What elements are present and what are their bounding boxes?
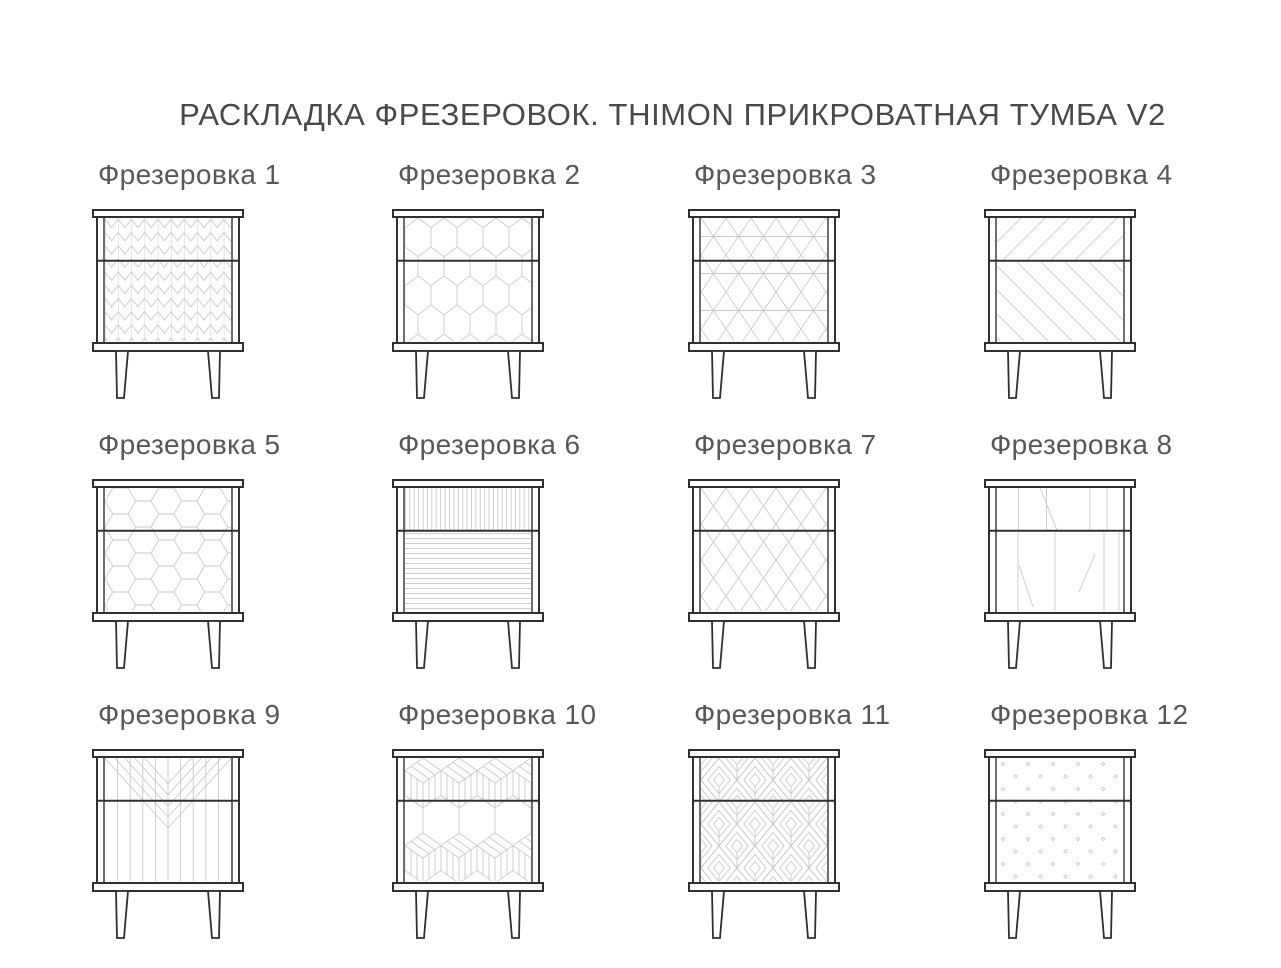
left-leg [712, 891, 724, 938]
milling-variant-label: Фрезеровка 7 [694, 429, 877, 460]
right-leg [508, 891, 520, 938]
bottom-rail [93, 613, 243, 621]
milling-variants-grid [92, 158, 1197, 968]
left-leg [1008, 891, 1020, 938]
right-leg [208, 351, 220, 398]
right-leg [208, 621, 220, 668]
right-leg [1100, 891, 1112, 938]
top-board [689, 210, 839, 217]
left-leg [116, 351, 128, 398]
nightstand-drawing [92, 749, 244, 941]
nightstand-drawing [984, 749, 1136, 941]
right-leg [804, 621, 816, 668]
left-leg [116, 891, 128, 938]
top-board [393, 480, 543, 487]
bottom-rail [393, 613, 543, 621]
milling-variant-label: Фрезеровка 1 [98, 159, 281, 190]
milling-variant-label: Фрезеровка 11 [694, 699, 891, 730]
bottom-rail [93, 343, 243, 351]
milling-variant-label: Фрезеровка 3 [694, 159, 877, 190]
nightstand-drawing [392, 209, 544, 401]
nightstand-drawing [92, 479, 244, 671]
nightstand-drawing [392, 479, 544, 671]
bottom-rail [985, 343, 1135, 351]
milling-variant-card [392, 428, 688, 698]
top-board [93, 480, 243, 487]
top-board [93, 210, 243, 217]
milling-variant-card [688, 428, 984, 698]
right-leg [208, 891, 220, 938]
right-leg [508, 351, 520, 398]
milling-variant-card [92, 698, 392, 968]
right-leg [804, 891, 816, 938]
milling-variant-label: Фрезеровка 2 [398, 159, 581, 190]
milling-variant-label: Фрезеровка 10 [398, 699, 597, 730]
milling-variant-card [392, 698, 688, 968]
nightstand-drawing [984, 209, 1136, 401]
bottom-rail [985, 613, 1135, 621]
left-leg [416, 891, 428, 938]
bottom-rail [689, 343, 839, 351]
top-board [689, 480, 839, 487]
left-leg [1008, 351, 1020, 398]
milling-variant-label: Фрезеровка 8 [990, 429, 1173, 460]
page-title: РАСКЛАДКА ФРЕЗЕРОВОК. THIMON ПРИКРОВАТНАЯ ТУМБА V2 [179, 96, 1166, 132]
left-leg [416, 621, 428, 668]
milling-variant-label: Фрезеровка 4 [990, 159, 1173, 190]
cabinet-body [989, 487, 1131, 613]
nightstand-drawing [984, 479, 1136, 671]
nightstand-drawing [688, 479, 840, 671]
left-leg [712, 621, 724, 668]
milling-variant-card [92, 158, 392, 428]
nightstand-drawing [392, 749, 544, 941]
milling-variant-label: Фрезеровка 12 [990, 699, 1189, 730]
left-leg [116, 621, 128, 668]
bottom-rail [689, 883, 839, 891]
left-leg [1008, 621, 1020, 668]
bottom-rail [393, 883, 543, 891]
nightstand-drawing [92, 209, 244, 401]
right-leg [1100, 351, 1112, 398]
milling-variant-card [688, 698, 984, 968]
bottom-rail [689, 613, 839, 621]
top-board [689, 750, 839, 757]
right-leg [1100, 621, 1112, 668]
nightstand-drawing [688, 749, 840, 941]
milling-variant-label: Фрезеровка 9 [98, 699, 281, 730]
milling-variant-card [92, 428, 392, 698]
right-leg [804, 351, 816, 398]
top-board [985, 480, 1135, 487]
milling-variant-card [984, 428, 1197, 698]
top-board [985, 210, 1135, 217]
right-leg [508, 621, 520, 668]
bottom-rail [93, 883, 243, 891]
left-leg [712, 351, 724, 398]
top-board [393, 750, 543, 757]
bottom-rail [393, 343, 543, 351]
milling-variant-card [688, 158, 984, 428]
left-leg [416, 351, 428, 398]
top-board [393, 210, 543, 217]
top-board [93, 750, 243, 757]
nightstand-drawing [688, 209, 840, 401]
milling-variant-card [984, 698, 1197, 968]
milling-variant-label: Фрезеровка 5 [98, 429, 281, 460]
top-board [985, 750, 1135, 757]
milling-variant-card [984, 158, 1197, 428]
milling-variant-card [392, 158, 688, 428]
bottom-rail [985, 883, 1135, 891]
milling-variant-label: Фрезеровка 6 [398, 429, 581, 460]
